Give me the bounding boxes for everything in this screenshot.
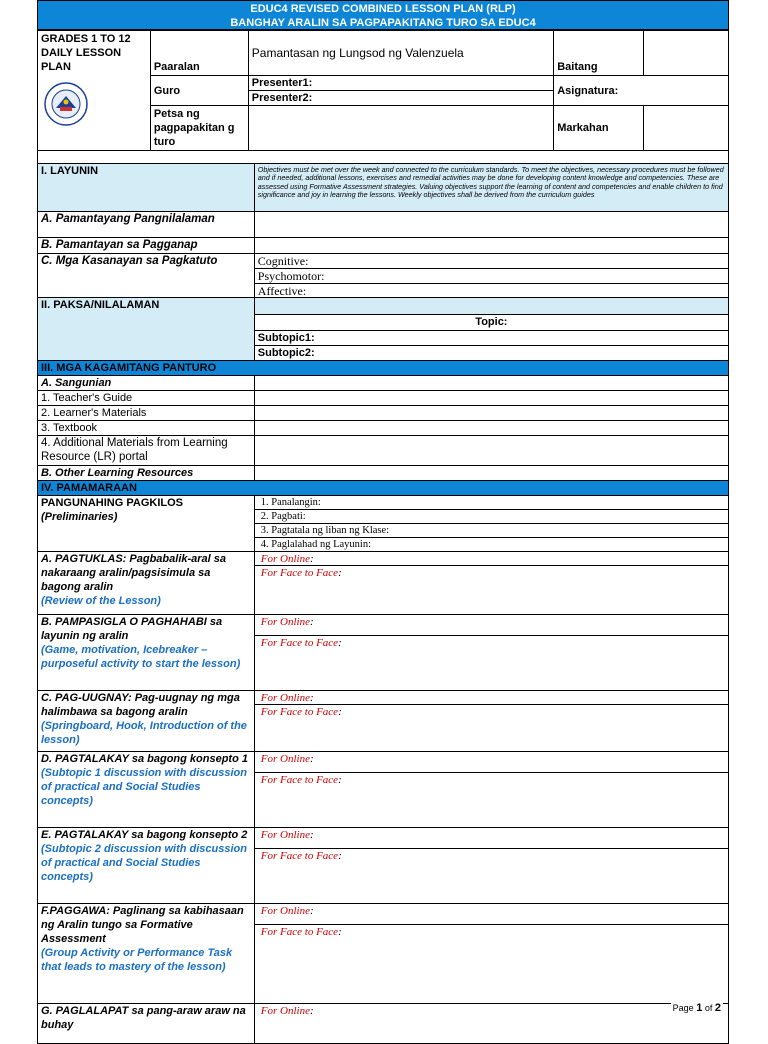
preliminaries-title: PANGUNAHING PAGKILOS: [41, 496, 183, 509]
lesson-plan-page: [37, 0, 729, 1031]
petsa-value: [248, 106, 553, 151]
other-learning-resources: B. Other Learning Resources: [38, 465, 255, 480]
pamamaraan-title: IV. PAMAMARAAN: [38, 480, 729, 495]
pagtuklas-entry: For Online: For Face to Face:: [254, 551, 728, 614]
paglalapat-desc: sa pang-araw araw na buhay: [41, 1004, 246, 1031]
baitang-value: [644, 31, 729, 76]
sangunian-label: A. Sangunian: [38, 375, 255, 390]
layunin-title: I. LAYUNIN: [38, 163, 255, 211]
preliminaries-sub: (Preliminaries): [41, 510, 118, 523]
grades-label: GRADES 1 TO 12 DAILY LESSON PLAN: [41, 33, 131, 73]
pagtuklas-cell: [38, 551, 255, 614]
paaralan-label: Paaralan: [150, 31, 248, 76]
teachers-guide: 1. Teacher's Guide: [38, 390, 255, 405]
pagtalakay2-entry: For Online: For Face to Face:: [254, 827, 728, 903]
paglalapat-entry: For Online:: [254, 1003, 728, 1043]
pagtalakay1-desc: sa bagong konsepto 1: [128, 752, 248, 765]
pampasigla-desc: sa layunin ng aralin: [41, 615, 223, 642]
online-label: For Online: [260, 752, 310, 765]
psychomotor-label: Psychomotor:: [255, 269, 728, 284]
paggawa-title: F.PAGGAWA:: [41, 904, 110, 917]
topic-label: Topic:: [255, 315, 728, 331]
cognitive-label: Cognitive:: [255, 254, 728, 269]
mga-kasanayan: C. Mga Kasanayan sa Pagkatuto: [38, 253, 255, 297]
online-label: For Online: [260, 552, 310, 565]
paglalapat-title: G. PAGLALAPAT: [41, 1004, 129, 1017]
face-to-face-label: For Face to Face: [260, 705, 339, 718]
panalangin: 1. Panalangin:: [255, 496, 728, 510]
pampasigla-cell: [38, 614, 255, 690]
page-number: Page 1 of 2: [672, 1002, 721, 1014]
face-to-face-label: For Face to Face: [260, 566, 339, 579]
paguugnay-note: (Springboard, Hook, Introduction of the lesson): [41, 719, 247, 746]
document-title: [37, 0, 729, 30]
face-to-face-label: For Face to Face: [260, 773, 339, 786]
pagtatala: 3. Pagtatala ng liban ng Klase:: [255, 524, 728, 538]
pagtalakay2-title: E. PAGTALAKAY: [41, 828, 129, 841]
layunin-note: Objectives must be met over the week and connected to the curriculum standards. To meet the objectives, necessary procedures must be followed and if needed, additional lessons, exercises and remedial activities may be done for developing content knowledge and competencies. These are assessed using Formative Assessment strategies. Valuing objectives support the learning of content and competencies and enable children to find significance and joy in learning the lessons. Weekly objectives shall be derived from the curriculum guides: [254, 163, 728, 211]
pamantayan-sa-pagganap-value: [254, 237, 728, 253]
pagtuklas-note: (Review of the Lesson): [41, 594, 161, 607]
paggawa-note: (Group Activity or Performance Task that leads to mastery of the lesson): [41, 946, 233, 973]
kagamitan-title: III. MGA KAGAMITANG PANTURO: [38, 360, 729, 375]
pagtalakay1-title: D. PAGTALAKAY: [41, 752, 129, 765]
presenter2-label: Presenter2:: [251, 92, 313, 104]
grades-cell: [38, 31, 151, 151]
pagtalakay2-note: (Subtopic 2 discussion with discussion of practical and Social Studies concepts): [41, 842, 247, 883]
paksa-title: II. PAKSA/NILALAMAN: [38, 297, 255, 360]
paksa-cell: [254, 297, 728, 360]
pampasigla-note: (Game, motivation, Icebreaker – purposeful activity to start the lesson): [41, 643, 241, 670]
subtopic2-label: Subtopic2:: [257, 346, 315, 359]
pampasigla-entry: For Online: For Face to Face:: [254, 614, 728, 690]
paggawa-cell: [38, 903, 255, 1003]
online-label: For Online: [260, 615, 310, 628]
asignatura-label: Asignatura:: [554, 76, 729, 106]
paguugnay-title: C. PAG-UUGNAY:: [41, 691, 132, 704]
markahan-label: Markahan: [554, 106, 644, 151]
textbook: 3. Textbook: [38, 420, 255, 435]
paguugnay-cell: [38, 690, 255, 751]
subtopic1-label: Subtopic1:: [255, 331, 728, 346]
paguugnay-desc: Pag-uugnay ng mga halimbawa sa bagong aralin: [41, 691, 240, 718]
presenter1-label: Presenter1:: [249, 76, 553, 91]
paggawa-desc: Paglinang sa kabihasaan ng Aralin tungo sa Formative Assessment: [41, 904, 244, 945]
paguugnay-entry: For Online: For Face to Face:: [254, 690, 728, 751]
pagtuklas-desc: Pagbabalik-aral sa nakaraang aralin/pagsisimula sa bagong aralin: [41, 552, 227, 593]
online-label: For Online: [260, 828, 310, 841]
affective-label: Affective:: [257, 283, 307, 298]
paglalapat-cell: [38, 1003, 255, 1043]
pamantayan-sa-pagganap: B. Pamantayan sa Pagganap: [38, 237, 255, 253]
online-label: For Online: [260, 691, 310, 704]
preliminaries-cell: [38, 495, 255, 551]
lesson-table: [37, 151, 729, 1044]
preliminaries-list: [254, 495, 728, 551]
petsa-label: Petsa ng pagpapakitan g turo: [150, 106, 248, 151]
pamantayang-pangnilalaman-value: [254, 211, 728, 237]
info-table: [37, 30, 729, 151]
title-line-2: BANGHAY ARALIN SA PAGPAPAKITANG TURO SA EDUC4: [230, 17, 536, 29]
pagtuklas-title: A. PAGTUKLAS:: [41, 552, 127, 565]
title-line-1: EDUC4 REVISED COMBINED LESSON PLAN (RLP): [250, 3, 516, 15]
face-to-face-label: For Face to Face: [260, 636, 339, 649]
paglalahad: 4. Paglalahad ng Layunin:: [260, 538, 372, 550]
deped-seal-icon: [44, 82, 88, 126]
face-to-face-label: For Face to Face: [260, 925, 339, 938]
kasanayan-cell: [254, 253, 728, 297]
markahan-value: [644, 106, 729, 151]
baitang-label: Baitang: [554, 31, 644, 76]
face-to-face-label: For Face to Face: [260, 849, 339, 862]
pagtalakay1-note: (Subtopic 1 discussion with discussion of practical and Social Studies concepts): [41, 766, 247, 807]
pagtalakay1-cell: [38, 751, 255, 827]
online-label: For Online: [260, 1004, 310, 1017]
pagtalakay2-cell: [38, 827, 255, 903]
paaralan-value: Pamantasan ng Lungsod ng Valenzuela: [248, 31, 553, 76]
pampasigla-title: B. PAMPASIGLA O PAGHAHABI: [41, 615, 207, 628]
presenters-cell: [248, 76, 553, 106]
additional-materials: 4. Additional Materials from Learning Resource (LR) portal: [38, 435, 255, 465]
pagbati: 2. Pagbati:: [255, 510, 728, 524]
paggawa-entry: For Online: For Face to Face:: [254, 903, 728, 1003]
learners-materials: 2. Learner's Materials: [38, 405, 255, 420]
pagtalakay2-desc: sa bagong konsepto 2: [128, 828, 248, 841]
online-label: For Online: [260, 904, 310, 917]
pamantayang-pangnilalaman: A. Pamantayang Pangnilalaman: [38, 211, 255, 237]
guro-label: Guro: [150, 76, 248, 106]
pagtalakay1-entry: For Online: For Face to Face:: [254, 751, 728, 827]
